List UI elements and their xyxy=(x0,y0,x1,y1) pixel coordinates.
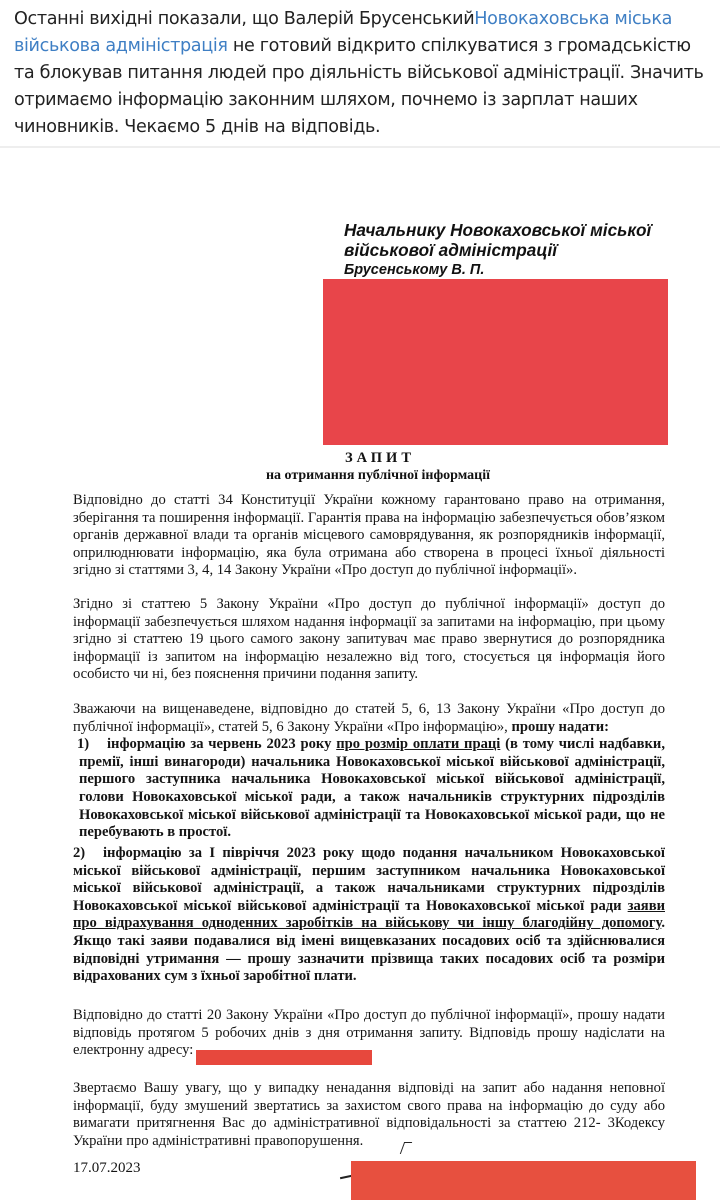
document-title-block xyxy=(0,449,720,485)
item-2-number: 2) xyxy=(73,845,86,861)
request-item-2 xyxy=(73,845,665,986)
paragraph-law-article-5: Згідно зі статтею 5 Закону України «Про доступ до публічної інформації» доступ до інформації забезпечується шляхом надання інформації за запитами на інформацію, при цьому згідно зі статтею 19 цього самого закону запитувач має право звернутися до розпорядника інформації із запитом на інформацію незалежно від того, стосується ця інформація його особисто чи ні, без пояснення причини подання запиту. xyxy=(73,596,665,683)
document-image xyxy=(0,148,720,1200)
request-item-1 xyxy=(73,736,665,842)
document-title: ЗАПИТ xyxy=(345,450,415,466)
post-text xyxy=(14,6,714,141)
redaction-signature xyxy=(351,1161,696,1200)
document-subtitle: на отримання публічної інформації xyxy=(265,468,491,483)
item-1-text-b: (в тому числі надбавки, премії, інші винагороди) начальника Новокаховської міської військової адміністрації, першого заступника начальника Новокаховської міської військової адміністрації, голови Новокаховської міської ради, а також начальників структурних підрозділів Новокаховської міської військової адміністрації та Новокаховської міської ради, що не перебувають в простої. xyxy=(79,736,665,841)
request-intro-bold: прошу надати: xyxy=(511,718,609,735)
paragraph-request xyxy=(73,701,665,842)
addressee-line-2: військової адміністрації xyxy=(344,240,558,260)
paragraph-warning: Звертаємо Вашу увагу, що у випадку ненадання відповіді на запит або надання неповної інформації, буду змушений звертатись за захистом свого права на інформацію до суду або вимагати притягнення Вас до адміністративної відповідальності за статтею 212- 3Кодексу України про адміністративні правопорушення. xyxy=(73,1080,665,1149)
paragraph-deadline: Відповідно до статті 20 Закону України «Про доступ до публічної інформації», прошу надати відповідь протягом 5 робочих днів з дня отримання запиту. Відповідь прошу надіслати на електронну адресу: xyxy=(73,1007,665,1059)
post-text-end: не готовий відкрито спілкуватися з громадськістю та блокував питання людей про діяльність військової адміністрації. Значить отримаємо інформацію законним шляхом, почнемо із зарплат наших чиновників. Чекаємо 5 днів на відповідь. xyxy=(14,36,704,137)
addressee-line-1: Начальнику Новокаховської міської xyxy=(344,220,652,240)
redaction-email xyxy=(196,1050,372,1065)
item-1-number: 1) xyxy=(77,736,90,753)
redaction-block-sender xyxy=(323,279,668,445)
request-intro: Зважаючи на вищенаведене, відповідно до статей 5, 6, 13 Закону України «Про доступ до публічної інформації», статей 5, 6 Закону України «Про інформацію», xyxy=(73,701,665,735)
item-2-text-b: . Якщо такі заяви подавалися від імені вищевказаних посадових осіб та здійснювалися відповідні утримання — прошу зазначити прізвища таких посадових осіб та розміри відрахованих сум з їхньої заробітної плати. xyxy=(73,915,665,985)
item-1-underlined: про розмір оплати праці xyxy=(336,736,501,753)
addressee-line-3: Брусенському В. П. xyxy=(344,262,485,278)
mention-link[interactable]: Новокаховська міська військова адміністрація xyxy=(14,9,673,56)
item-1-text-a: інформацію за червень 2023 року xyxy=(107,736,337,753)
item-2-text-a: інформацію за І півріччя 2023 року щодо подання начальником Новокаховської міської військової адміністрації, першим заступником начальника Новокаховської міської військової адміністрації, а також начальниками структурних підрозділів Новокаховської міської військової адміністрації та Новокаховської міської ради xyxy=(73,845,665,914)
post-text-start: Останні вихідні показали, що Валерій Брусенський xyxy=(14,9,475,29)
document-date: 17.07.2023 xyxy=(73,1160,141,1176)
paragraph-constitution: Відповідно до статті 34 Конституції України кожному гарантовано право на отримання, зберігання та поширення інформації. Гарантія права на інформацію забезпечується обов’язком органів державної влади та органів місцевого самоврядування, як розпорядників інформації, оприлюднювати інформацію, яка була отримана або створена в процесі їхньої діяльності згідно зі статтями 3, 4, 14 Закону України «Про доступ до публічної інформації». xyxy=(73,492,665,579)
addressee-block xyxy=(344,220,714,280)
item-2-underlined: заяви про відрахування одноденних заробітків на військову чи іншу благодійну допомогу xyxy=(73,897,665,932)
